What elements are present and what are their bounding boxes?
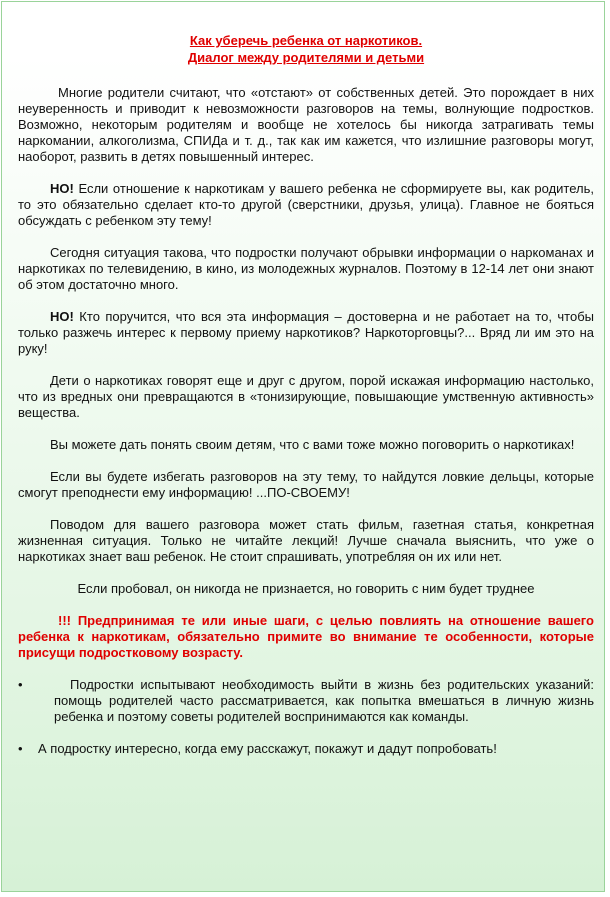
document-body [18, 32, 594, 773]
paragraph-2-lead: НО! [50, 181, 74, 196]
title-line-2: Диалог между родителями и детьми [187, 50, 425, 65]
bullet-icon: • [18, 741, 23, 756]
paragraph-8: Поводом для вашего разговора может стать фильм, газетная статья, конкретная жизненная ситуация. Только не читайте лекций! Лучше сначала выяснить, что уже о наркотиках знает ваш ребенок. Не стоит спрашивать, употребляя он их или нет. [18, 517, 594, 564]
bullet-item-1-text: Подростки испытывают необходимость выйти в жизнь без родительских указаний: помощь родителей часто рассматривается, как попытка вмешаться в личную жизнь ребенка и поэтому советы родителей воспринимаются как команды. [54, 677, 594, 724]
paragraph-2 [18, 181, 594, 229]
paragraph-3: Сегодня ситуация такова, что подростки получают обрывки информации о наркоманах и наркотиках по телевидению, в кино, из молодежных журналов. Поэтому в 12-14 лет они знают об этом достаточно много. [18, 245, 594, 292]
bullet-icon: • [18, 677, 23, 692]
document-title [18, 32, 594, 66]
paragraph-7: Если вы будете избегать разговоров на эту тему, то найдутся ловкие дельцы, которые смогут преподнести ему информацию! ...ПО-СВОЕМУ! [18, 469, 594, 500]
paragraph-2-text: Если отношение к наркотикам у вашего ребенка не сформируете вы, как родитель, то это обязательно сделает кто-то другой (сверстники, друзья, улица). Главное не бояться обсуждать с ребенком эту тему! [18, 181, 594, 228]
paragraph-9: Если пробовал, он никогда не признается, но говорить с ним будет труднее [77, 581, 535, 596]
paragraph-5: Дети о наркотиках говорят еще и друг с другом, порой искажая информацию настолько, что из вредных они превращаются в «тонизирующие, повышающие умственную активность» вещества. [18, 373, 594, 420]
bullet-item-2-text: А подростку интересно, когда ему расскажут, покажут и дадут попробовать! [38, 741, 497, 756]
warning-paragraph: !!! Предпринимая те или иные шаги, с целью повлиять на отношение вашего ребенка к наркотикам, обязательно примите во внимание те особенности, которые присущи подростковому возрасту. [18, 613, 594, 660]
title-line-1: Как уберечь ребенка от наркотиков. [189, 33, 423, 48]
paragraph-6: Вы можете дать понять своим детям, что с вами тоже можно поговорить о наркотиках! [50, 437, 575, 452]
paragraph-4-text: Кто поручится, что вся эта информация – достоверна и не работает на то, чтобы только разжечь интерес к первому приему наркотиков? Наркоторговцы?... Вряд ли им это на руку! [18, 309, 594, 356]
paragraph-1: Многие родители считают, что «отстают» от собственных детей. Это порождает в них неуверенность и приводит к невозможности разговоров на темы, волнующие подростков. Возможно, некоторым родителям и вообще не хотелось бы никогда затрагивать темы наркомании, алкоголизма, СПИДа и т. д., так как им кажется, что излишние разговоры могут, наоборот, развить в детях повышенный интерес. [18, 85, 594, 164]
bullet-item-2 [18, 741, 594, 757]
text-box-frame [1, 1, 605, 892]
paragraph-4-lead: НО! [50, 309, 74, 324]
paragraph-4 [18, 309, 594, 357]
bullet-item-1 [18, 677, 594, 725]
